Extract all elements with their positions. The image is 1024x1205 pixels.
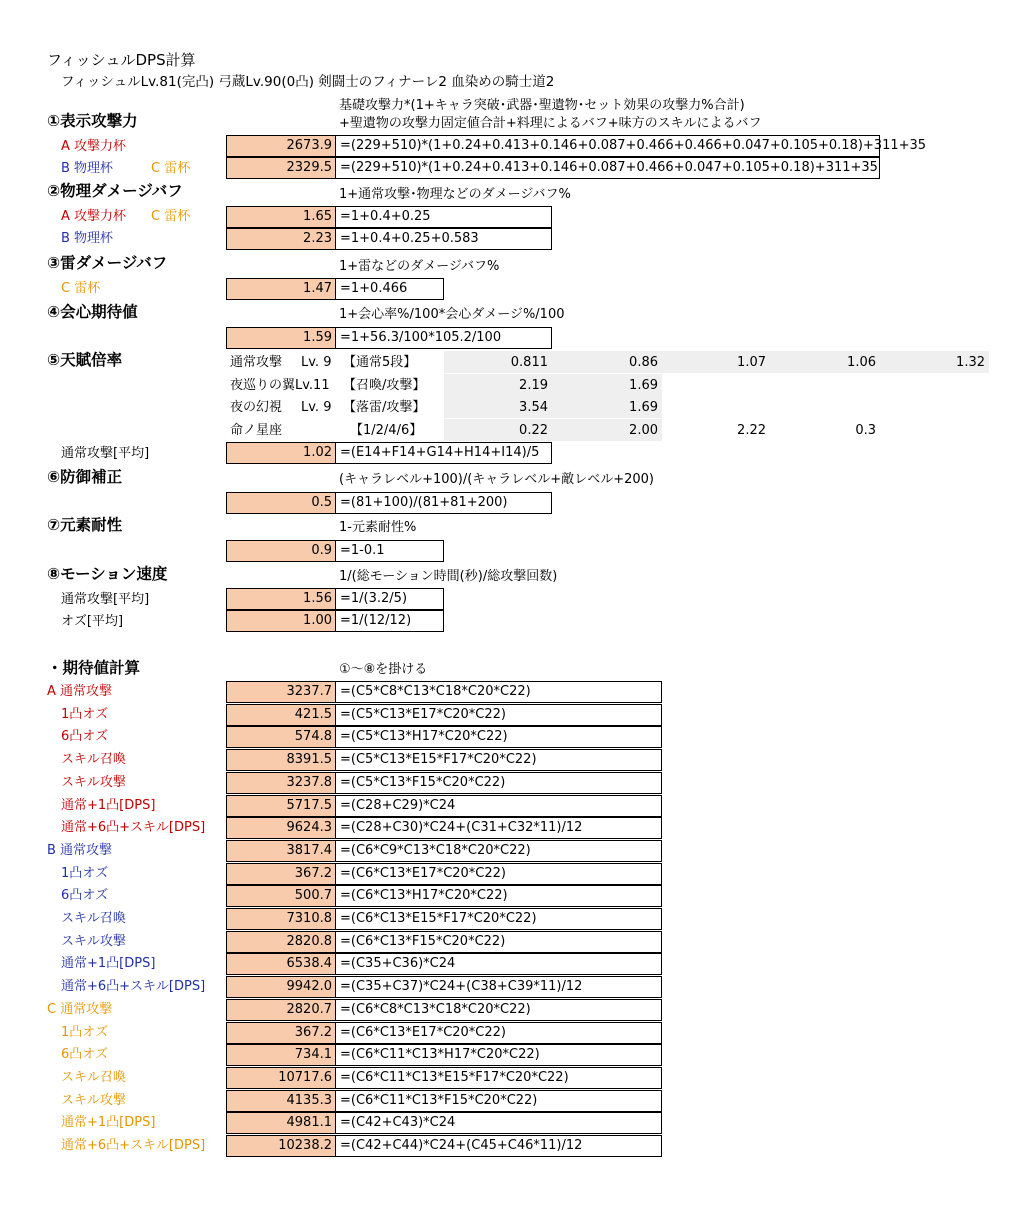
- section-note-crit: 1+会心率%/100*会心ダメージ%/100: [339, 307, 565, 322]
- calc-formula-cell[interactable]: =(C28+C29)*C24: [335, 795, 662, 817]
- calc-value-cell[interactable]: 574.8: [226, 726, 336, 748]
- calc-value-cell[interactable]: 9624.3: [226, 817, 336, 839]
- row-label-b-physical-cup: B 物理杯: [61, 231, 114, 246]
- section-heading-electro-buff: ③雷ダメージバフ: [47, 254, 168, 272]
- value-cell-motion-oz[interactable]: 1.00: [226, 610, 336, 632]
- calc-row-label: 通常+1凸[DPS]: [61, 798, 156, 813]
- formula-cell-attack-a[interactable]: =(229+510)*(1+0.24+0.413+0.146+0.087+0.466+0.466+0.047+0.105+0.18)+311+35: [335, 135, 880, 157]
- formula-cell-defense[interactable]: =(81+100)/(81+81+200): [335, 492, 552, 514]
- talent-level: Lv. 9: [301, 355, 332, 370]
- calc-row-label: スキル召喚: [61, 752, 126, 767]
- page-title: フィッシュルDPS計算: [47, 51, 196, 69]
- section-note-physical-buff: 1+通常攻撃･物理などのダメージバフ%: [339, 187, 571, 202]
- calc-row-label: 1凸オズ: [61, 866, 109, 881]
- row-label-c-electro-cup: C 雷杯: [151, 161, 191, 176]
- formula-cell-motion-normal[interactable]: =1/(3.2/5): [335, 588, 444, 610]
- section-heading-attack: ①表示攻撃力: [47, 112, 138, 130]
- talent-multiplier[interactable]: 1.06: [847, 355, 876, 370]
- value-cell-attack-a[interactable]: 2673.9: [226, 135, 336, 157]
- calc-row-label: 通常+6凸+スキル[DPS]: [61, 1138, 206, 1153]
- value-cell-resistance[interactable]: 0.9: [226, 540, 336, 562]
- section-heading-talent: ⑤天賦倍率: [47, 351, 123, 369]
- formula-cell-physical-buff-ac[interactable]: =1+0.4+0.25: [335, 206, 552, 228]
- talent-multiplier[interactable]: 0.86: [629, 355, 658, 370]
- value-cell-physical-buff-ac[interactable]: 1.65: [226, 206, 336, 228]
- calc-value-cell[interactable]: 8391.5: [226, 749, 336, 771]
- calc-row-label: 6凸オズ: [61, 729, 109, 744]
- section-heading-expected-value: ・期待値計算: [47, 659, 141, 677]
- calc-formula-cell[interactable]: =(C35+C36)*C24: [335, 953, 662, 975]
- value-cell-talent-average[interactable]: 1.02: [226, 442, 336, 464]
- calc-formula-cell[interactable]: =(C42+C43)*C24: [335, 1112, 662, 1134]
- calc-formula-cell[interactable]: =(C42+C44)*C24+(C45+C46*11)/12: [335, 1135, 662, 1157]
- value-cell-crit[interactable]: 1.59: [226, 327, 336, 349]
- formula-cell-crit[interactable]: =1+56.3/100*105.2/100: [335, 327, 552, 349]
- talent-multiplier[interactable]: 3.54: [519, 400, 548, 415]
- calc-formula-cell[interactable]: =(C5*C13*E15*F17*C20*C22): [335, 749, 662, 771]
- talent-type: 【召喚/攻撃】: [343, 378, 426, 393]
- section-heading-physical-buff: ②物理ダメージバフ: [47, 182, 183, 200]
- calc-formula-cell[interactable]: =(C6*C11*C13*E15*F17*C20*C22): [335, 1067, 662, 1089]
- row-label-motion: 通常攻撃[平均]: [61, 592, 150, 607]
- row-label-a-attack-cup: A 攻撃力杯: [61, 209, 127, 224]
- talent-multiplier[interactable]: 1.69: [629, 378, 658, 393]
- value-cell-attack-bc[interactable]: 2329.5: [226, 157, 336, 179]
- section-note-defense: (キャラレベル+100)/(キャラレベル+敵レベル+200): [339, 472, 654, 487]
- talent-type: 【通常5段】: [343, 355, 417, 370]
- calc-row-label: 6凸オズ: [61, 1047, 109, 1062]
- calc-value-cell[interactable]: 9942.0: [226, 976, 336, 998]
- calc-formula-cell[interactable]: =(C5*C13*F15*C20*C22): [335, 772, 662, 794]
- talent-type: 【落雷/攻撃】: [343, 400, 426, 415]
- page-subtitle: フィッシュルLv.81(完凸) 弓蔵Lv.90(0凸) 剣闘士のフィナーレ2 血染めの騎士道2: [61, 74, 555, 90]
- section-note-expected-value: ①～⑧を掛ける: [339, 662, 428, 677]
- formula-cell-talent-average[interactable]: =(E14+F14+G14+H14+I14)/5: [335, 442, 552, 464]
- section-heading-crit: ④会心期待値: [47, 303, 138, 321]
- calc-row-label: A 通常攻撃: [47, 684, 113, 699]
- formula-cell-motion-oz[interactable]: =1/(12/12): [335, 610, 444, 632]
- talent-name: 夜巡りの翼Lv.11: [230, 378, 330, 393]
- section-note-motion-speed: 1/(総モーション時間(秒)/総攻撃回数): [339, 569, 558, 584]
- talent-multiplier[interactable]: 0.811: [510, 355, 548, 370]
- calc-formula-cell[interactable]: =(C35+C37)*C24+(C38+C39*11)/12: [335, 976, 662, 998]
- section-heading-defense: ⑥防御補正: [47, 468, 123, 486]
- calc-formula-cell[interactable]: =(C5*C13*H17*C20*C22): [335, 726, 662, 748]
- calc-row-label: スキル召喚: [61, 1070, 126, 1085]
- calc-value-cell[interactable]: 3237.7: [226, 681, 336, 703]
- talent-multiplier[interactable]: 2.19: [519, 378, 548, 393]
- talent-name: 夜の幻視: [230, 400, 283, 415]
- calc-formula-cell[interactable]: =(C5*C8*C13*C18*C20*C22): [335, 681, 662, 703]
- calc-value-cell[interactable]: 367.2: [226, 1022, 336, 1044]
- section-heading-resistance: ⑦元素耐性: [47, 516, 123, 534]
- row-label-a-attack-cup: A 攻撃力杯: [61, 139, 127, 154]
- row-label-b-physical-cup: B 物理杯: [61, 161, 114, 176]
- section-heading-motion-speed: ⑧モーション速度: [47, 565, 168, 583]
- section-note-resistance: 1-元素耐性%: [339, 520, 417, 535]
- calc-formula-cell[interactable]: =(C6*C13*E17*C20*C22): [335, 1022, 662, 1044]
- row-label-c-electro-cup: C 雷杯: [61, 281, 101, 296]
- formula-cell-electro-buff-c[interactable]: =1+0.466: [335, 278, 444, 300]
- talent-multiplier[interactable]: 2.22: [737, 423, 766, 438]
- section-note-attack-1: 基礎攻撃力*(1+キャラ突破･武器･聖遺物･セット効果の攻撃力%合計): [339, 98, 745, 113]
- calc-value-cell[interactable]: 3817.4: [226, 840, 336, 862]
- calc-value-cell[interactable]: 367.2: [226, 863, 336, 885]
- calc-value-cell[interactable]: 2820.8: [226, 931, 336, 953]
- formula-cell-physical-buff-b[interactable]: =1+0.4+0.25+0.583: [335, 228, 552, 250]
- calc-row-label: 通常+6凸+スキル[DPS]: [61, 820, 206, 835]
- talent-multiplier[interactable]: 1.07: [737, 355, 766, 370]
- calc-row-label: 通常+1凸[DPS]: [61, 1115, 156, 1130]
- calc-row-label: B 通常攻撃: [47, 843, 113, 858]
- value-cell-motion-normal[interactable]: 1.56: [226, 588, 336, 610]
- calc-value-cell[interactable]: 10238.2: [226, 1135, 336, 1157]
- calc-formula-cell[interactable]: =(C6*C13*F15*C20*C22): [335, 931, 662, 953]
- value-cell-physical-buff-b[interactable]: 2.23: [226, 228, 336, 250]
- value-cell-defense[interactable]: 0.5: [226, 492, 336, 514]
- row-label-motion: オズ[平均]: [61, 614, 124, 629]
- calc-value-cell[interactable]: 3237.8: [226, 772, 336, 794]
- calc-row-label: スキル攻撃: [61, 775, 126, 790]
- talent-type: 【1/2/4/6】: [350, 423, 423, 438]
- calc-row-label: 6凸オズ: [61, 888, 109, 903]
- calc-row-label: 1凸オズ: [61, 1025, 109, 1040]
- talent-multiplier[interactable]: 1.69: [629, 400, 658, 415]
- calc-formula-cell[interactable]: =(C6*C13*H17*C20*C22): [335, 885, 662, 907]
- calc-formula-cell[interactable]: =(C28+C30)*C24+(C31+C32*11)/12: [335, 817, 662, 839]
- calc-value-cell[interactable]: 500.7: [226, 885, 336, 907]
- talent-multiplier[interactable]: 1.32: [956, 355, 985, 370]
- calc-row-label: スキル召喚: [61, 911, 126, 926]
- formula-cell-attack-bc[interactable]: =(229+510)*(1+0.24+0.413+0.146+0.087+0.466+0.047+0.105+0.18)+311+35: [335, 157, 880, 179]
- formula-cell-resistance[interactable]: =1-0.1: [335, 540, 444, 562]
- calc-row-label: スキル攻撃: [61, 934, 126, 949]
- calc-value-cell[interactable]: 5717.5: [226, 795, 336, 817]
- calc-value-cell[interactable]: 4981.1: [226, 1112, 336, 1134]
- section-note-electro-buff: 1+雷などのダメージバフ%: [339, 259, 500, 274]
- talent-multiplier[interactable]: 0.22: [519, 423, 548, 438]
- calc-value-cell[interactable]: 421.5: [226, 704, 336, 726]
- calc-formula-cell[interactable]: =(C6*C13*E17*C20*C22): [335, 863, 662, 885]
- calc-value-cell[interactable]: 6538.4: [226, 953, 336, 975]
- calc-value-cell[interactable]: 2820.7: [226, 999, 336, 1021]
- calc-formula-cell[interactable]: =(C6*C11*C13*F15*C20*C22): [335, 1090, 662, 1112]
- talent-name: 命ノ星座: [230, 423, 283, 438]
- row-label-c-electro-cup: C 雷杯: [151, 209, 191, 224]
- calc-value-cell[interactable]: 10717.6: [226, 1067, 336, 1089]
- calc-row-label: スキル攻撃: [61, 1093, 126, 1108]
- calc-formula-cell[interactable]: =(C6*C11*C13*H17*C20*C22): [335, 1044, 662, 1066]
- calc-value-cell[interactable]: 7310.8: [226, 908, 336, 930]
- calc-row-label: 1凸オズ: [61, 707, 109, 722]
- calc-formula-cell[interactable]: =(C6*C13*E15*F17*C20*C22): [335, 908, 662, 930]
- section-note-attack-2: +聖遺物の攻撃力固定値合計+料理によるバフ+味方のスキルによるバフ: [339, 116, 762, 131]
- calc-formula-cell[interactable]: =(C5*C13*E17*C20*C22): [335, 704, 662, 726]
- value-cell-electro-buff-c[interactable]: 1.47: [226, 278, 336, 300]
- talent-multiplier[interactable]: 0.3: [855, 423, 876, 438]
- calc-formula-cell[interactable]: =(C6*C8*C13*C18*C20*C22): [335, 999, 662, 1021]
- talent-name: 通常攻撃: [230, 355, 283, 370]
- calc-value-cell[interactable]: 734.1: [226, 1044, 336, 1066]
- row-label-normal-attack-average: 通常攻撃[平均]: [61, 446, 150, 461]
- calc-formula-cell[interactable]: =(C6*C9*C13*C18*C20*C22): [335, 840, 662, 862]
- calc-row-label: 通常+1凸[DPS]: [61, 956, 156, 971]
- talent-multiplier[interactable]: 2.00: [629, 423, 658, 438]
- calc-value-cell[interactable]: 4135.3: [226, 1090, 336, 1112]
- calc-row-label: C 通常攻撃: [47, 1002, 113, 1017]
- talent-level: Lv. 9: [301, 400, 332, 415]
- calc-row-label: 通常+6凸+スキル[DPS]: [61, 979, 206, 994]
